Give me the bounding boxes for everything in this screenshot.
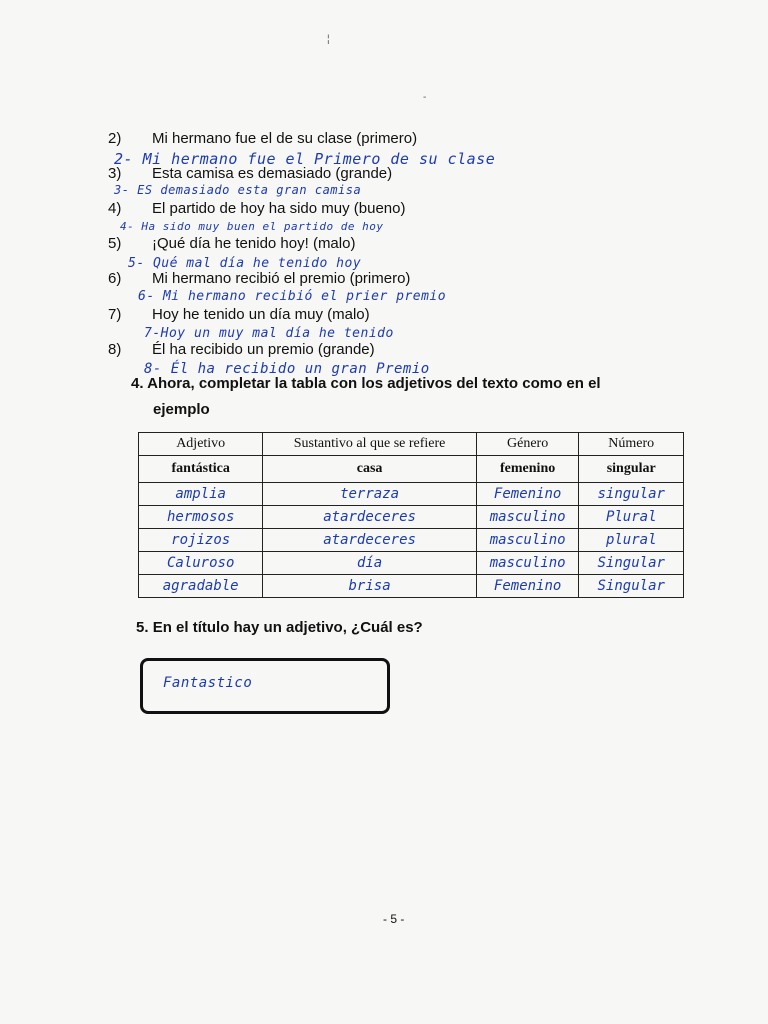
table-row xyxy=(139,483,684,506)
table-cell: Singular xyxy=(579,552,684,575)
task-5-heading: 5. En el título hay un adjetivo, ¿Cuál es? xyxy=(136,619,423,636)
answer-5: 5- Qué mal día he tenido hoy xyxy=(128,256,362,271)
table-cell: día xyxy=(263,552,476,575)
punch-mark: ¦ xyxy=(327,34,330,45)
table-cell: femenino xyxy=(476,456,579,483)
table-cell: rojizos xyxy=(139,529,263,552)
table-row xyxy=(139,529,684,552)
sentence-6: 6) Mi hermano recibió el premio (primero) xyxy=(108,270,411,287)
sentence-5: 5) ¡Qué día he tenido hoy! (malo) xyxy=(108,235,356,252)
table-cell: masculino xyxy=(476,552,579,575)
table-cell: plural xyxy=(579,529,684,552)
table-cell: Femenino xyxy=(476,575,579,598)
sentence-4: 4) El partido de hoy ha sido muy (bueno) xyxy=(108,200,406,217)
answer-6: 6- Mi hermano recibió el prier premio xyxy=(138,289,447,304)
answer-7: 7-Hoy un muy mal día he tenido xyxy=(144,326,394,341)
task-5-answer-box xyxy=(140,658,390,714)
header-genero: Género xyxy=(476,433,579,456)
table-cell: casa xyxy=(263,456,476,483)
table-cell: hermosos xyxy=(139,506,263,529)
table-row xyxy=(139,552,684,575)
sentence-8: 8) Él ha recibido un premio (grande) xyxy=(108,341,375,358)
task-5-answer: Fantastico xyxy=(163,675,253,691)
table-cell: Caluroso xyxy=(139,552,263,575)
page-number: - 5 - xyxy=(383,912,405,926)
sentence-7: 7) Hoy he tenido un día muy (malo) xyxy=(108,306,370,323)
table-cell: agradable xyxy=(139,575,263,598)
table-row xyxy=(139,575,684,598)
table-cell: Singular xyxy=(579,575,684,598)
table-cell: singular xyxy=(579,483,684,506)
task-4-heading-cont: ejemplo xyxy=(153,401,210,418)
header-adjetivo: Adjetivo xyxy=(139,433,263,456)
table-cell: singular xyxy=(579,456,684,483)
table-row-example xyxy=(139,456,684,483)
punch-mark: - xyxy=(423,92,427,103)
answer-4: 4- Ha sido muy buen el partido de hoy xyxy=(120,220,384,233)
adjective-table xyxy=(138,432,684,598)
answer-2: 2- Mi hermano fue el Primero de su clase xyxy=(114,150,496,168)
table-header-row xyxy=(139,433,684,456)
answer-8: 8- Él ha recibido un gran Premio xyxy=(144,361,430,377)
answer-3: 3- ES demasiado esta gran camisa xyxy=(114,183,362,197)
sentence-2: 2) Mi hermano fue el de su clase (primero) xyxy=(108,130,418,147)
table-cell: Plural xyxy=(579,506,684,529)
table-cell: masculino xyxy=(476,529,579,552)
table-cell: amplia xyxy=(139,483,263,506)
table-cell: Femenino xyxy=(476,483,579,506)
table-cell: atardeceres xyxy=(263,506,476,529)
table-cell: terraza xyxy=(263,483,476,506)
table-cell: atardeceres xyxy=(263,529,476,552)
table-cell: fantástica xyxy=(139,456,263,483)
header-numero: Número xyxy=(579,433,684,456)
table-cell: masculino xyxy=(476,506,579,529)
sentence-3: 3) Esta camisa es demasiado (grande) xyxy=(108,165,393,182)
table-row xyxy=(139,506,684,529)
table-cell: brisa xyxy=(263,575,476,598)
header-sustantivo: Sustantivo al que se refiere xyxy=(263,433,476,456)
task-4-heading: 4. Ahora, completar la tabla con los adjetivos del texto como en el xyxy=(131,375,601,392)
